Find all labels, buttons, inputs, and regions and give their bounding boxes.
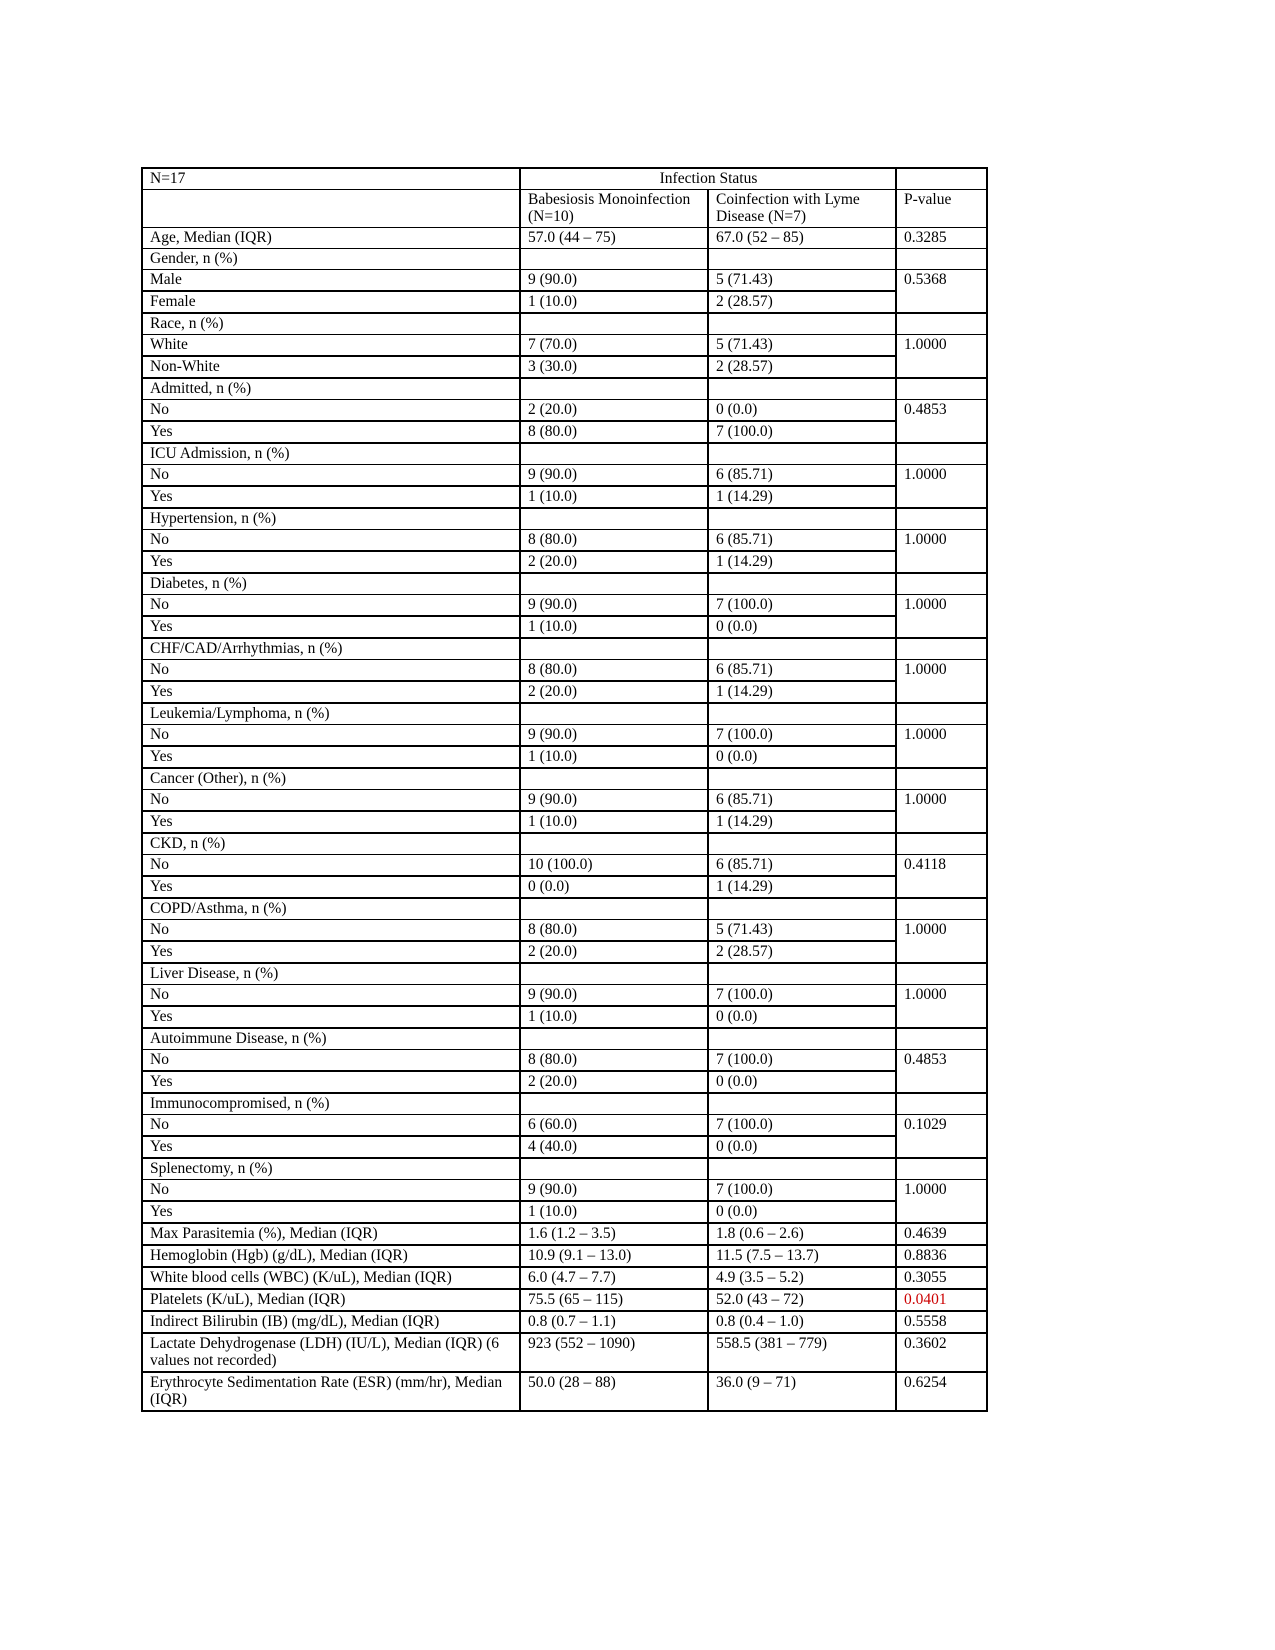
value-cell-coinfection	[708, 378, 896, 400]
row-label-cell: Autoimmune Disease, n (%)	[142, 1028, 520, 1050]
p-value-cell: 1.0000	[896, 920, 987, 964]
value-cell-coinfection: 5 (71.43)	[708, 335, 896, 357]
table-row	[142, 1289, 987, 1311]
p-value-cell	[896, 1028, 987, 1050]
value-cell-coinfection: 2 (28.57)	[708, 941, 896, 963]
value-cell-babesiosis: 923 (552 – 1090)	[520, 1333, 708, 1372]
row-label-cell: Yes	[142, 746, 520, 768]
row-label-cell: Yes	[142, 1136, 520, 1158]
value-cell-coinfection: 36.0 (9 – 71)	[708, 1372, 896, 1411]
value-cell-coinfection	[708, 898, 896, 920]
row-label-cell: COPD/Asthma, n (%)	[142, 898, 520, 920]
value-cell-babesiosis: 9 (90.0)	[520, 595, 708, 617]
p-value-cell: 0.3055	[896, 1267, 987, 1289]
p-value-cell: 0.3602	[896, 1333, 987, 1372]
p-value-cell: 0.6254	[896, 1372, 987, 1411]
value-cell-babesiosis: 8 (80.0)	[520, 530, 708, 552]
value-cell-babesiosis: 2 (20.0)	[520, 551, 708, 573]
table-row	[142, 746, 987, 768]
table-row	[142, 638, 987, 660]
value-cell-coinfection: 1 (14.29)	[708, 551, 896, 573]
value-cell-babesiosis: 9 (90.0)	[520, 725, 708, 747]
p-value-cell: 0.4639	[896, 1223, 987, 1245]
table-row	[142, 920, 987, 942]
value-cell-babesiosis: 8 (80.0)	[520, 660, 708, 682]
table-row	[142, 616, 987, 638]
value-cell-babesiosis: 50.0 (28 – 88)	[520, 1372, 708, 1411]
value-cell-coinfection	[708, 313, 896, 335]
table-row	[142, 551, 987, 573]
value-cell-coinfection: 6 (85.71)	[708, 660, 896, 682]
p-value-cell: 1.0000	[896, 595, 987, 639]
p-value-cell	[896, 313, 987, 335]
value-cell-babesiosis: 1 (10.0)	[520, 291, 708, 313]
value-cell-babesiosis: 6 (60.0)	[520, 1115, 708, 1137]
p-value-cell	[896, 249, 987, 270]
p-value-cell: 1.0000	[896, 1180, 987, 1224]
row-label-cell: No	[142, 595, 520, 617]
row-label-cell: Hemoglobin (Hgb) (g/dL), Median (IQR)	[142, 1245, 520, 1267]
table-row	[142, 1006, 987, 1028]
p-value-cell	[896, 833, 987, 855]
table-row	[142, 1093, 987, 1115]
value-cell-coinfection	[708, 1028, 896, 1050]
table-row	[142, 1071, 987, 1093]
table-row-column-headers	[142, 190, 987, 228]
p-value-cell: 1.0000	[896, 465, 987, 509]
row-label-cell: No	[142, 920, 520, 942]
p-value-cell: 0.4853	[896, 1050, 987, 1094]
p-value-cell: 0.4118	[896, 855, 987, 899]
value-cell-coinfection: 6 (85.71)	[708, 465, 896, 487]
value-cell-babesiosis	[520, 378, 708, 400]
value-cell-babesiosis: 75.5 (65 – 115)	[520, 1289, 708, 1311]
p-value-cell	[896, 898, 987, 920]
value-cell-babesiosis: 9 (90.0)	[520, 985, 708, 1007]
table-row	[142, 790, 987, 812]
p-value-cell: 1.0000	[896, 985, 987, 1029]
table-row	[142, 465, 987, 487]
value-cell-babesiosis	[520, 963, 708, 985]
group-title-cell: Infection Status	[520, 168, 896, 190]
value-cell-coinfection	[708, 1093, 896, 1115]
table-row	[142, 1028, 987, 1050]
row-label-cell: Leukemia/Lymphoma, n (%)	[142, 703, 520, 725]
row-label-cell: No	[142, 1050, 520, 1072]
value-cell-coinfection	[708, 703, 896, 725]
p-value-cell: 0.5558	[896, 1311, 987, 1333]
row-label-cell: Yes	[142, 486, 520, 508]
p-value-cell	[896, 378, 987, 400]
column-header-pvalue: P-value	[896, 190, 987, 228]
value-cell-babesiosis: 2 (20.0)	[520, 1071, 708, 1093]
n-total-cell: N=17	[142, 168, 520, 190]
value-cell-babesiosis: 4 (40.0)	[520, 1136, 708, 1158]
table-row	[142, 1333, 987, 1372]
value-cell-babesiosis	[520, 443, 708, 465]
row-label-cell: ICU Admission, n (%)	[142, 443, 520, 465]
table-row	[142, 941, 987, 963]
value-cell-coinfection: 1 (14.29)	[708, 681, 896, 703]
p-value-cell	[896, 443, 987, 465]
table-row	[142, 703, 987, 725]
row-label-cell: Female	[142, 291, 520, 313]
table-row	[142, 1267, 987, 1289]
value-cell-babesiosis: 10.9 (9.1 – 13.0)	[520, 1245, 708, 1267]
value-cell-coinfection: 7 (100.0)	[708, 1115, 896, 1137]
value-cell-babesiosis	[520, 703, 708, 725]
table-row	[142, 1245, 987, 1267]
value-cell-babesiosis: 1 (10.0)	[520, 1006, 708, 1028]
value-cell-coinfection: 0 (0.0)	[708, 746, 896, 768]
value-cell-coinfection: 0 (0.0)	[708, 400, 896, 422]
row-label-cell: Max Parasitemia (%), Median (IQR)	[142, 1223, 520, 1245]
table-row	[142, 595, 987, 617]
p-value-cell: 0.5368	[896, 270, 987, 314]
p-value-cell: 1.0000	[896, 530, 987, 574]
p-value-cell	[896, 508, 987, 530]
table-row	[142, 1372, 987, 1411]
value-cell-coinfection	[708, 768, 896, 790]
table-row	[142, 725, 987, 747]
p-value-cell	[896, 768, 987, 790]
p-value-cell: 1.0000	[896, 725, 987, 769]
value-cell-coinfection: 11.5 (7.5 – 13.7)	[708, 1245, 896, 1267]
value-cell-babesiosis	[520, 833, 708, 855]
row-label-cell: Gender, n (%)	[142, 249, 520, 270]
row-label-cell: CKD, n (%)	[142, 833, 520, 855]
row-label-cell: CHF/CAD/Arrhythmias, n (%)	[142, 638, 520, 660]
p-value-cell: 0.1029	[896, 1115, 987, 1159]
value-cell-babesiosis: 9 (90.0)	[520, 465, 708, 487]
row-label-cell: No	[142, 1180, 520, 1202]
table-row	[142, 400, 987, 422]
value-cell-coinfection	[708, 638, 896, 660]
table-row	[142, 1136, 987, 1158]
value-cell-babesiosis: 1 (10.0)	[520, 811, 708, 833]
value-cell-coinfection: 52.0 (43 – 72)	[708, 1289, 896, 1311]
p-value-cell: 0.0401	[896, 1289, 987, 1311]
table-row	[142, 985, 987, 1007]
row-label-cell: Yes	[142, 941, 520, 963]
row-label-cell: Yes	[142, 616, 520, 638]
row-label-cell: Liver Disease, n (%)	[142, 963, 520, 985]
p-value-cell	[896, 703, 987, 725]
row-label-cell: Diabetes, n (%)	[142, 573, 520, 595]
value-cell-coinfection: 2 (28.57)	[708, 291, 896, 313]
table-row	[142, 335, 987, 357]
row-label-cell: Splenectomy, n (%)	[142, 1158, 520, 1180]
row-label-cell: Hypertension, n (%)	[142, 508, 520, 530]
value-cell-babesiosis	[520, 313, 708, 335]
row-label-cell: White	[142, 335, 520, 357]
table-row	[142, 660, 987, 682]
value-cell-coinfection: 4.9 (3.5 – 5.2)	[708, 1267, 896, 1289]
table-row	[142, 1050, 987, 1072]
value-cell-babesiosis	[520, 1158, 708, 1180]
value-cell-babesiosis	[520, 768, 708, 790]
table-row	[142, 1201, 987, 1223]
table-row	[142, 443, 987, 465]
value-cell-coinfection: 6 (85.71)	[708, 790, 896, 812]
value-cell-babesiosis: 0.8 (0.7 – 1.1)	[520, 1311, 708, 1333]
row-label-cell: Erythrocyte Sedimentation Rate (ESR) (mm/hr), Median (IQR)	[142, 1372, 520, 1411]
table-row	[142, 270, 987, 292]
row-label-cell: No	[142, 790, 520, 812]
value-cell-coinfection: 0 (0.0)	[708, 616, 896, 638]
row-label-cell: White blood cells (WBC) (K/uL), Median (IQR)	[142, 1267, 520, 1289]
value-cell-coinfection: 5 (71.43)	[708, 270, 896, 292]
value-cell-babesiosis: 8 (80.0)	[520, 1050, 708, 1072]
table-row	[142, 291, 987, 313]
table-row	[142, 228, 987, 249]
value-cell-babesiosis: 9 (90.0)	[520, 270, 708, 292]
value-cell-babesiosis: 2 (20.0)	[520, 941, 708, 963]
p-value-cell	[896, 963, 987, 985]
row-label-cell: Immunocompromised, n (%)	[142, 1093, 520, 1115]
column-header-coinfection: Coinfection with Lyme Disease (N=7)	[708, 190, 896, 228]
value-cell-coinfection: 6 (85.71)	[708, 530, 896, 552]
row-label-cell: Race, n (%)	[142, 313, 520, 335]
value-cell-coinfection: 0.8 (0.4 – 1.0)	[708, 1311, 896, 1333]
value-cell-babesiosis: 2 (20.0)	[520, 681, 708, 703]
row-label-cell: No	[142, 660, 520, 682]
p-value-cell: 1.0000	[896, 335, 987, 379]
value-cell-babesiosis	[520, 249, 708, 270]
row-label-cell: Yes	[142, 1071, 520, 1093]
empty-header-cell	[896, 168, 987, 190]
p-value-cell	[896, 573, 987, 595]
value-cell-babesiosis: 2 (20.0)	[520, 400, 708, 422]
table-row	[142, 833, 987, 855]
value-cell-babesiosis: 1 (10.0)	[520, 486, 708, 508]
value-cell-coinfection: 0 (0.0)	[708, 1006, 896, 1028]
table-row	[142, 1158, 987, 1180]
table-row	[142, 876, 987, 898]
value-cell-babesiosis: 8 (80.0)	[520, 920, 708, 942]
p-value-cell: 1.0000	[896, 660, 987, 704]
value-cell-babesiosis: 6.0 (4.7 – 7.7)	[520, 1267, 708, 1289]
value-cell-babesiosis	[520, 1093, 708, 1115]
p-value-cell: 1.0000	[896, 790, 987, 834]
table-row-group-header	[142, 168, 987, 190]
value-cell-coinfection: 7 (100.0)	[708, 1180, 896, 1202]
value-cell-coinfection: 0 (0.0)	[708, 1201, 896, 1223]
infection-status-table	[141, 167, 988, 1412]
value-cell-coinfection	[708, 508, 896, 530]
table-row	[142, 1223, 987, 1245]
table-row	[142, 249, 987, 270]
table-row	[142, 356, 987, 378]
value-cell-coinfection: 2 (28.57)	[708, 356, 896, 378]
value-cell-coinfection	[708, 1158, 896, 1180]
value-cell-coinfection: 1 (14.29)	[708, 876, 896, 898]
p-value-cell	[896, 638, 987, 660]
value-cell-babesiosis: 1 (10.0)	[520, 1201, 708, 1223]
row-label-cell: Yes	[142, 811, 520, 833]
table-row	[142, 1311, 987, 1333]
row-label-cell: Age, Median (IQR)	[142, 228, 520, 249]
value-cell-coinfection: 67.0 (52 – 85)	[708, 228, 896, 249]
value-cell-babesiosis: 1 (10.0)	[520, 746, 708, 768]
row-label-cell: Indirect Bilirubin (IB) (mg/dL), Median (IQR)	[142, 1311, 520, 1333]
table-row	[142, 530, 987, 552]
value-cell-coinfection	[708, 573, 896, 595]
value-cell-coinfection: 1 (14.29)	[708, 486, 896, 508]
row-label-cell: Yes	[142, 1006, 520, 1028]
row-label-cell: Yes	[142, 421, 520, 443]
value-cell-coinfection	[708, 443, 896, 465]
row-label-cell: Non-White	[142, 356, 520, 378]
value-cell-coinfection: 558.5 (381 – 779)	[708, 1333, 896, 1372]
value-cell-babesiosis: 9 (90.0)	[520, 1180, 708, 1202]
value-cell-babesiosis: 57.0 (44 – 75)	[520, 228, 708, 249]
value-cell-coinfection	[708, 963, 896, 985]
value-cell-babesiosis	[520, 573, 708, 595]
table-row	[142, 811, 987, 833]
row-label-cell: Cancer (Other), n (%)	[142, 768, 520, 790]
row-label-cell: Platelets (K/uL), Median (IQR)	[142, 1289, 520, 1311]
value-cell-babesiosis: 1 (10.0)	[520, 616, 708, 638]
row-label-cell: Admitted, n (%)	[142, 378, 520, 400]
table-body	[142, 228, 987, 1412]
table-row	[142, 573, 987, 595]
table-row	[142, 963, 987, 985]
row-label-cell: Yes	[142, 681, 520, 703]
value-cell-babesiosis: 1.6 (1.2 – 3.5)	[520, 1223, 708, 1245]
row-label-cell: No	[142, 530, 520, 552]
p-value-cell: 0.4853	[896, 400, 987, 444]
value-cell-coinfection: 7 (100.0)	[708, 595, 896, 617]
table-row	[142, 1180, 987, 1202]
table-row	[142, 421, 987, 443]
row-label-cell: Lactate Dehydrogenase (LDH) (IU/L), Median (IQR) (6 values not recorded)	[142, 1333, 520, 1372]
table-row	[142, 378, 987, 400]
value-cell-coinfection: 1.8 (0.6 – 2.6)	[708, 1223, 896, 1245]
row-label-cell: No	[142, 465, 520, 487]
value-cell-babesiosis: 9 (90.0)	[520, 790, 708, 812]
table-row	[142, 898, 987, 920]
row-label-cell: Yes	[142, 551, 520, 573]
table-row	[142, 681, 987, 703]
value-cell-babesiosis	[520, 1028, 708, 1050]
p-value-cell	[896, 1093, 987, 1115]
row-label-cell: Yes	[142, 876, 520, 898]
row-label-cell: Male	[142, 270, 520, 292]
p-value-cell	[896, 1158, 987, 1180]
value-cell-babesiosis: 10 (100.0)	[520, 855, 708, 877]
value-cell-babesiosis: 7 (70.0)	[520, 335, 708, 357]
value-cell-babesiosis: 3 (30.0)	[520, 356, 708, 378]
value-cell-coinfection: 6 (85.71)	[708, 855, 896, 877]
value-cell-coinfection: 7 (100.0)	[708, 1050, 896, 1072]
table-row	[142, 313, 987, 335]
row-label-cell: No	[142, 725, 520, 747]
p-value-cell: 0.8836	[896, 1245, 987, 1267]
p-value-cell: 0.3285	[896, 228, 987, 249]
row-label-cell: No	[142, 400, 520, 422]
value-cell-babesiosis	[520, 508, 708, 530]
row-label-cell: Yes	[142, 1201, 520, 1223]
empty-label-header-cell	[142, 190, 520, 228]
value-cell-coinfection: 7 (100.0)	[708, 985, 896, 1007]
column-header-babesiosis: Babesiosis Monoinfection (N=10)	[520, 190, 708, 228]
value-cell-coinfection: 0 (0.0)	[708, 1071, 896, 1093]
value-cell-coinfection: 0 (0.0)	[708, 1136, 896, 1158]
value-cell-babesiosis: 8 (80.0)	[520, 421, 708, 443]
value-cell-coinfection: 5 (71.43)	[708, 920, 896, 942]
table-row	[142, 1115, 987, 1137]
value-cell-babesiosis: 0 (0.0)	[520, 876, 708, 898]
table-row	[142, 768, 987, 790]
row-label-cell: No	[142, 1115, 520, 1137]
row-label-cell: No	[142, 985, 520, 1007]
table-row	[142, 508, 987, 530]
value-cell-coinfection	[708, 249, 896, 270]
value-cell-coinfection: 1 (14.29)	[708, 811, 896, 833]
table-row	[142, 486, 987, 508]
value-cell-coinfection	[708, 833, 896, 855]
value-cell-babesiosis	[520, 638, 708, 660]
table-header	[142, 168, 987, 228]
table-row	[142, 855, 987, 877]
value-cell-coinfection: 7 (100.0)	[708, 421, 896, 443]
value-cell-babesiosis	[520, 898, 708, 920]
value-cell-coinfection: 7 (100.0)	[708, 725, 896, 747]
row-label-cell: No	[142, 855, 520, 877]
